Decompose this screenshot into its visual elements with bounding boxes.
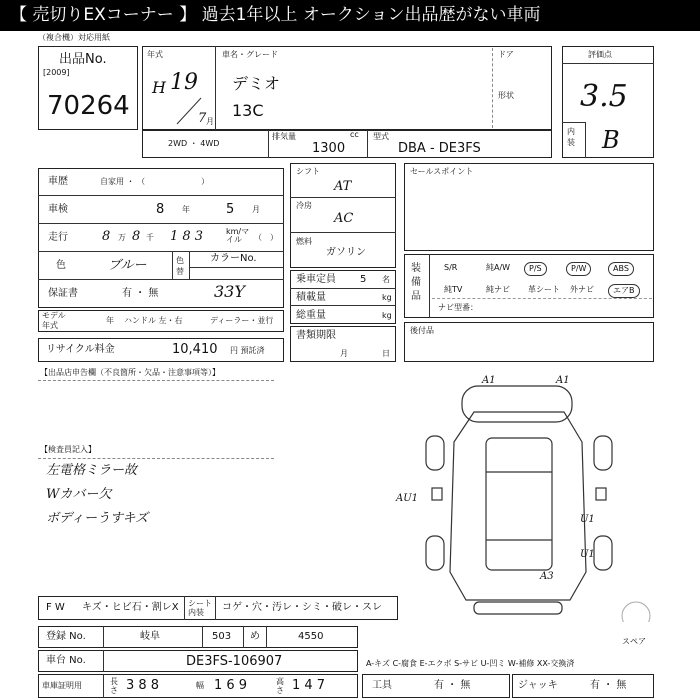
mileage-man-unit: 万 (118, 233, 126, 242)
equipment-item: 革シート (528, 285, 560, 294)
fuel-value: ガソリン (326, 247, 366, 258)
inspection-month-unit: 月 (252, 205, 260, 214)
recycle-unit: 円 預託済 (230, 346, 265, 355)
damage-legend: A-キズ C-腐食 E-エクボ S-サビ U-凹ミ W-補修 XX-交換済 (366, 659, 575, 668)
displacement-label: 排気量 (272, 132, 296, 141)
fw-label: F W (46, 602, 65, 613)
cert-wide: 1 6 9 (214, 678, 248, 693)
equipment-item: S/R (444, 263, 458, 272)
mileage-unit: km/マイル (226, 227, 250, 244)
lot-number: 70264 (47, 91, 130, 121)
year-label: 年式 (147, 50, 163, 59)
model-label-top: モデル (42, 311, 66, 320)
lot-number-box (38, 46, 138, 130)
cert-wide-label: 幅 (196, 681, 204, 690)
damage-mark-front-right: A1 (556, 375, 570, 386)
equipment-item: 純ナビ (486, 285, 510, 294)
gross-unit: kg (382, 311, 392, 320)
report-note: （不良箇所・欠品・注意事項等） (96, 368, 212, 377)
recycle-value: 10,410 (172, 342, 218, 357)
year-era: H (152, 78, 166, 97)
lot-year-stamp: [2009] (43, 68, 70, 77)
wheel-front-right (594, 436, 612, 470)
sales-point-box (404, 163, 654, 251)
mirror-right (596, 488, 606, 500)
document-expiry-day-unit: 日 (382, 349, 390, 358)
mileage-paren: （ ） (254, 233, 278, 242)
handle-options: ハンドル 左・右 (124, 316, 183, 325)
equipment-label: 装備品 (411, 263, 421, 302)
equipment-item: エアB (608, 284, 640, 298)
jack-value: 有 ・ 無 (590, 680, 627, 691)
car-hood (462, 386, 572, 422)
chassis-label: 車台 No. (46, 655, 86, 666)
dealer-options: ディーラー・並行 (210, 316, 274, 325)
inspector-label-text: 検査員記入 (48, 445, 88, 454)
load-unit: kg (382, 293, 392, 302)
seat-items: コゲ・穴・汚レ・シミ・破レ・スレ (222, 602, 382, 613)
damage-mark-rear: A3 (540, 571, 554, 582)
equipment-item: 純TV (444, 285, 463, 294)
inspection-month: 5 (226, 202, 235, 217)
lot-label: 出品No. (59, 52, 107, 67)
spare-tire (622, 602, 650, 622)
cert-high: 1 4 7 (292, 678, 326, 693)
car-name-label: 車名・グレード (222, 50, 278, 59)
fw-items: キズ・ヒビ石・割レX (82, 602, 179, 613)
sales-point-label: セールスポイント (410, 167, 474, 176)
shape-label: 形状 (498, 91, 514, 100)
car-grade: 13C (232, 101, 264, 120)
model-year-unit: 年 (106, 316, 114, 325)
registration-label: 登録 No. (46, 631, 86, 642)
equipment-item: P/W (566, 262, 591, 276)
displacement-value: 1300 (312, 141, 346, 156)
capacity-label: 乗車定員 (296, 274, 336, 285)
sub-header: （複合機）対応用紙 (38, 33, 110, 42)
mileage-man: 8 (102, 229, 111, 244)
aircon-value: AC (334, 211, 354, 226)
inspector-note-2: Wカバー欠 (46, 487, 112, 502)
wheel-front-left (426, 436, 444, 470)
tools-label: 工具 (372, 680, 392, 691)
cert-long: 3 8 8 (126, 678, 160, 693)
retrofit-label: 後付品 (410, 326, 434, 335)
inspector-label: 【検査員記入】 (40, 445, 96, 454)
chassis-number: DE3FS-106907 (186, 654, 283, 669)
score-value: 3.5 (580, 79, 628, 114)
model-code: DBA - DE3FS (398, 141, 481, 156)
report-label: 【出品店申告欄（不良箇所・欠品・注意事項等）】 (40, 368, 220, 377)
door-label: ドア (498, 50, 514, 59)
equipment-item: 外ナビ (570, 285, 594, 294)
capacity-unit: 名 (382, 275, 390, 284)
aircon-label: 冷房 (296, 201, 312, 210)
score-label: 評価点 (588, 50, 612, 59)
mirror-left (432, 488, 442, 500)
wheel-rear-left (426, 536, 444, 570)
model-label-bottom: 年式 (42, 321, 58, 330)
wheel-rear-right (594, 536, 612, 570)
car-damage-diagram (404, 372, 654, 622)
retrofit-box (404, 322, 654, 362)
load-label: 積載量 (296, 292, 326, 303)
mileage-thousand-unit: 千 (146, 233, 154, 242)
interior-label: 内装 (567, 127, 575, 147)
inspection-year-unit: 年 (182, 205, 190, 214)
document-expiry-label: 書類期限 (296, 330, 336, 341)
damage-mark-front-left: A1 (482, 375, 496, 386)
car-name: デミオ (232, 74, 281, 93)
inspection-label: 車検 (48, 204, 68, 215)
displacement-unit: cc (350, 130, 359, 139)
damage-mark-right-rear-door: U1 (580, 549, 595, 560)
cert-long-label: 長さ (110, 677, 118, 695)
fuel-label: 燃料 (296, 237, 312, 246)
seat-label: シート内装 (188, 599, 212, 617)
cert-high-label: 高さ (276, 677, 284, 695)
warranty-label: 保証書 (48, 288, 78, 299)
gross-label: 総重量 (296, 310, 326, 321)
shift-value: AT (334, 179, 352, 194)
damage-mark-right-front-door: U1 (580, 514, 595, 525)
equipment-item: 純A/W (486, 263, 511, 272)
spare-label: スペア (622, 637, 646, 646)
car-cabin (486, 438, 552, 570)
history-label: 車歴 (48, 176, 68, 187)
inspection-year: 8 (156, 202, 165, 217)
mileage-rest: 1 8 3 (170, 229, 204, 244)
equipment-item: ABS (608, 262, 634, 276)
navi-model-label: ナビ型番： (438, 303, 478, 312)
document-expiry-month-unit: 月 (340, 349, 348, 358)
year-month: 7 (198, 111, 207, 126)
registration-kana: め (250, 631, 260, 642)
rear-bumper (474, 602, 562, 614)
interior-grade: B (602, 126, 620, 154)
warranty-value: 有 ・ 無 (122, 288, 159, 299)
equipment-item: P/S (524, 262, 547, 276)
drive-options: 2WD ・ 4WD (168, 139, 220, 148)
registration-number: 4550 (298, 631, 324, 642)
shift-label: シフト (296, 167, 320, 176)
recycle-label: リサイクル料金 (46, 344, 115, 355)
mileage-label: 走行 (48, 232, 68, 243)
report-label-text: 出品店申告欄 (48, 368, 96, 377)
inspector-note-3: ボディーうすキズ (46, 511, 149, 526)
color-code-label: カラーNo. (210, 253, 257, 264)
mileage-thousand: 8 (132, 229, 141, 244)
registration-place: 岐阜 (140, 631, 160, 642)
history-value: 自家用 ・ （ ） (100, 177, 210, 186)
year-value: 19 (170, 70, 198, 95)
registration-class: 503 (212, 631, 232, 642)
color-label: 色 (56, 260, 66, 271)
capacity-value: 5 (360, 274, 367, 285)
color-code: 33Y (214, 282, 245, 301)
car-body (450, 412, 586, 600)
color-change-label: 色替 (176, 256, 184, 276)
auction-banner: 【 売切りEXコーナー 】 過去1年以上 オークション出品歴がない車両 (0, 0, 700, 31)
inspector-note-1: 左電格ミラー故 (46, 463, 138, 478)
model-code-label: 型式 (373, 132, 389, 141)
color-value: ブルー (108, 258, 147, 273)
cert-label: 車庫証明用 (42, 681, 82, 690)
year-month-unit: 月 (206, 117, 214, 126)
tools-value: 有 ・ 無 (434, 680, 471, 691)
jack-label: ジャッキ (518, 680, 558, 691)
damage-mark-left-side: AU1 (396, 493, 419, 504)
